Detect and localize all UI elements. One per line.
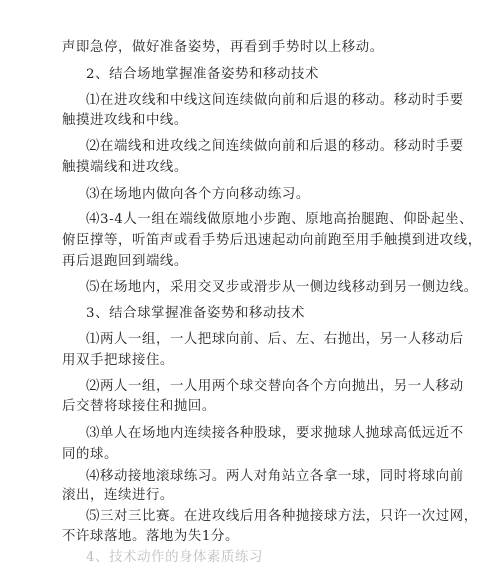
ball-item-4-line-1: ⑷移动接地滚球练习。两人对角站立各拿一球，同时将球向前 [86,469,464,484]
ball-item-1-line-2: 用双手把球接住。 [62,352,174,368]
item-4-line-2: 俯臣撑等，听笛声或看手势后迅速起动向前跑至用手触摸到进攻线， [62,233,482,248]
item-4-line-1: ⑷3-4人一组在端线做原地小步跑、原地高抬腿跑、仰卧起坐、 [86,212,474,228]
ball-item-1-line-1: ⑴两人一组，一人把球向前、后、左、右抛出，另一人移动后 [86,332,464,347]
ball-item-2-line-2: 后交替将球接住和抛回。 [62,399,216,415]
ball-item-5-line-1: ⑸三对三比赛。在进攻线后用各种抛接球方法，只许一次过网， [86,508,478,524]
ball-item-3-line-1: ⑶单人在场地内连续接各种股球，要求抛球人抛球高低远近不 [86,425,464,441]
item-2-line-1: ⑵在端线和进攻线之间连续做向前和后退的移动。移动时手要 [86,139,464,155]
section-heading-4: 4、技术动作的身体素质练习 [86,550,264,565]
ball-item-4-line-2: 滚出，连续进行。 [62,488,174,503]
item-1-line-2: 触摸进攻线和中线。 [62,113,188,129]
ball-item-3-line-2: 同的球。 [62,446,118,462]
item-5-line-1: ⑸在场地内，采用交叉步或滑步从一侧边线移动到另一侧边线。 [86,279,478,295]
section-heading-3: 3、结合球掌握准备姿势和移动技术 [86,306,305,322]
section-heading-2: 2、结合场地掌握准备姿势和移动技术 [86,66,319,82]
item-2-line-2: 触摸端线和进攻线。 [62,159,188,175]
paragraph-line-continued: 声即急停，做好准备姿势，再看到手势时以上移动。 [62,40,384,55]
ball-item-5-line-2: 不许球落地。落地为失1分。 [62,529,240,545]
item-1-line-1: ⑴在进攻线和中线这间连续做向前和后退的移动。移动时手要 [86,92,464,108]
item-4-line-3: 再后退跑回到端线。 [62,253,188,269]
ball-item-2-line-1: ⑵两人一组，一人用两个球交替向各个方向抛出，另一人移动 [86,378,464,394]
item-3-line-1: ⑶在场地内做向各个方向移动练习。 [86,186,310,202]
